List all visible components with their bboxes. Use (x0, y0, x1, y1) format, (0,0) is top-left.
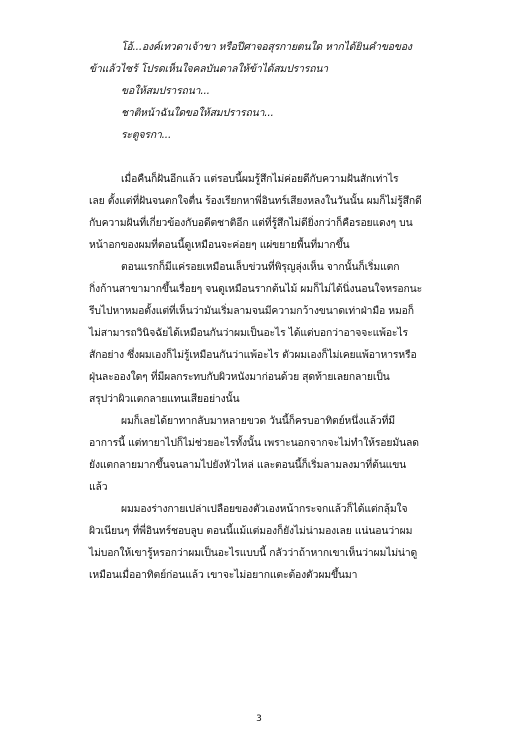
paragraph-line: ยังแตกลายมากขึ้นจนลามไปยังหัวไหล่ และตอนนี้ก็เริ่มลามลงมาที่ต้นแขน (89, 459, 407, 471)
paragraph-line: กับความฝันที่เกี่ยวข้องกับอดีตชาติอีก แต่ที่รู้สึกไม่ดียิ่งกว่าก็คือรอยแดงๆ บน (89, 217, 413, 229)
paragraph-line: รีบไปหาหมอตั้งแต่ที่เห็นว่ามันเริ่มลามจนมีความกว้างขนาดเท่าฝ่ามือ หมอก็ (89, 305, 414, 317)
paragraph-line: ไม่บอกให้เขารู้หรอกว่าผมเป็นอะไรแบบนี้ กลัวว่าถ้าหากเขาเห็นว่าผมไม่น่าดู (89, 547, 418, 559)
paragraph-line: อาการนี้ แต่ทายาไปก็ไม่ช่วยอะไรทั้งนั้น เพราะนอกจากจะไม่ทำให้รอยมันลด (89, 437, 419, 449)
paragraph-line: หน้าอกของผมที่ตอนนี้ดูเหมือนจะค่อยๆ แผ่ขยายพื้นที่มากขึ้น (89, 239, 350, 251)
paragraph-line: เลย ตั้งแต่ที่ฝันจนตกใจตื่น ร้องเรียกหาพี่อินทร์เสียงหลงในวันนั้น ผมก็ไม่รู้สึกดี (89, 195, 422, 207)
prayer-line: โอ้...องค์เทวดาเจ้าขา หรือปีศาจอสุรกายตนใด หากได้ยินคำขอของ (121, 41, 412, 53)
paragraph-line: แล้ว (89, 481, 108, 493)
paragraph-line: สรุปว่าผิวแตกลายแทนเสียอย่างนั้น (89, 393, 240, 405)
prayer-line: ระตูจรกา... (121, 129, 172, 141)
prayer-line: ชาติหน้าฉันใดขอให้สมปรารถนา... (121, 107, 274, 119)
paragraph-line: ฝุ่นละอองใดๆ ที่มีผลกระทบกับผิวหนังมาก่อนด้วย สุดท้ายเลยกลายเป็น (89, 371, 390, 383)
paragraph-line: ผิวเนียนๆ ที่พี่อินทร์ชอบลูบ ตอนนี้แม้แต่มองก็ยังไม่น่ามองเลย แน่นอนว่าผม (89, 525, 413, 537)
page-number: 3 (256, 714, 262, 724)
paragraph-line: สักอย่าง ซึ่งผมเองก็ไม่รู้เหมือนกันว่าแพ้อะไร ตัวผมเองก็ไม่เคยแพ้อาหารหรือ (89, 349, 417, 361)
paragraph-line: ตอนแรกก็มีแค่รอยเหมือนเล็บข่วนที่พิรุญลุ่งเห็น จากนั้นก็เริ่มแตก (121, 261, 400, 273)
prayer-line: ขอให้สมปรารถนา... (121, 85, 210, 97)
paragraph-line: กิ่งก้านสาขามากขึ้นเรื่อยๆ จนดูเหมือนรากต้นไม้ ผมก็ไม่ได้นิ่งนอนใจหรอกนะ (89, 283, 423, 295)
paragraph-line: ผมมองร่างกายเปล่าเปลือยของตัวเองหน้ากระจกแล้วก็ได้แต่กลุ้มใจ (121, 503, 408, 515)
paragraph-line: เมื่อคืนก็ฝันอีกแล้ว แต่รอบนี้ผมรู้สึกไม่ค่อยดีกับความฝันสักเท่าไร (121, 173, 399, 185)
prayer-line: ข้าแล้วไซร้ โปรดเห็นใจคลบันดาลให้ข้าได้สมปรารถนา (89, 63, 328, 75)
paragraph-line: ผมก็เลยได้ยาทากลับมาหลายขวด วันนี้ก็ครบอาทิตย์หนึ่งแล้วที่มี (121, 415, 395, 427)
paragraph-line: ไม่สามารถวินิจฉัยได้เหมือนกันว่าผมเป็นอะไร ได้แต่บอกว่าอาจจะแพ้อะไร (89, 327, 408, 339)
paragraph-line: เหมือนเมื่ออาทิตย์ก่อนแล้ว เขาจะไม่อยากแตะต้องตัวผมขึ้นมา (89, 569, 358, 581)
